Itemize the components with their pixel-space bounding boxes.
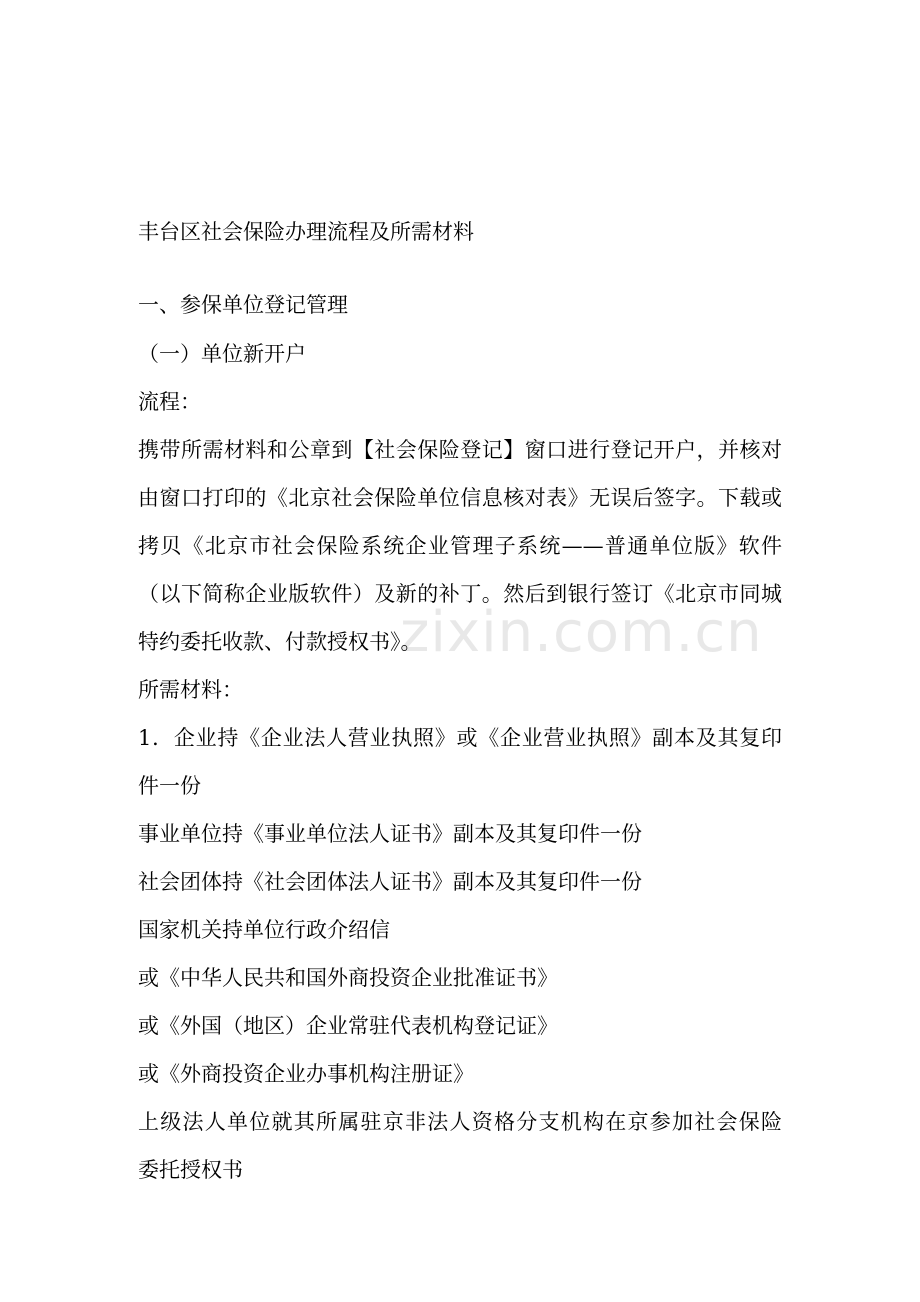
section-heading: 一、参保单位登记管理 [138,293,348,317]
process-line: 携带所需材料和公章到【社会保险登记】窗口进行登记开户，并核对 [138,438,782,462]
materials-line: 或《中华人民共和国外商投资企业批准证书》 [138,966,558,990]
materials-line: 委托授权书 [138,1158,243,1182]
process-line: 由窗口打印的《北京社会保险单位信息核对表》无误后签字。下载或 [138,486,782,510]
materials-label: 所需材料： [138,678,243,702]
materials-line: 事业单位持《事业单位法人证书》副本及其复印件一份 [138,822,642,846]
subsection-heading: （一）单位新开户 [138,342,306,366]
watermark: zixin.com.cn [400,600,763,665]
process-line: （以下简称企业版软件）及新的补丁。然后到银行签订《北京市同城 [138,582,782,606]
materials-line: 社会团体持《社会团体法人证书》副本及其复印件一份 [138,870,642,894]
materials-line: 国家机关持单位行政介绍信 [138,918,390,942]
process-line: 拷贝《北京市社会保险系统企业管理子系统——普通单位版》软件 [138,534,782,558]
process-label: 流程： [138,390,201,414]
materials-line: 或《外国（地区）企业常驻代表机构登记证》 [138,1014,558,1038]
materials-line: 上级法人单位就其所属驻京非法人资格分支机构在京参加社会保险 [138,1110,782,1134]
materials-line: 1．企业持《企业法人营业执照》或《企业营业执照》副本及其复印 [138,726,782,750]
document-title: 丰台区社会保险办理流程及所需材料 [138,220,474,244]
materials-line: 件一份 [138,774,201,798]
materials-line: 或《外商投资企业办事机构注册证》 [138,1062,474,1086]
process-line: 特约委托收款、付款授权书》。 [138,630,422,654]
